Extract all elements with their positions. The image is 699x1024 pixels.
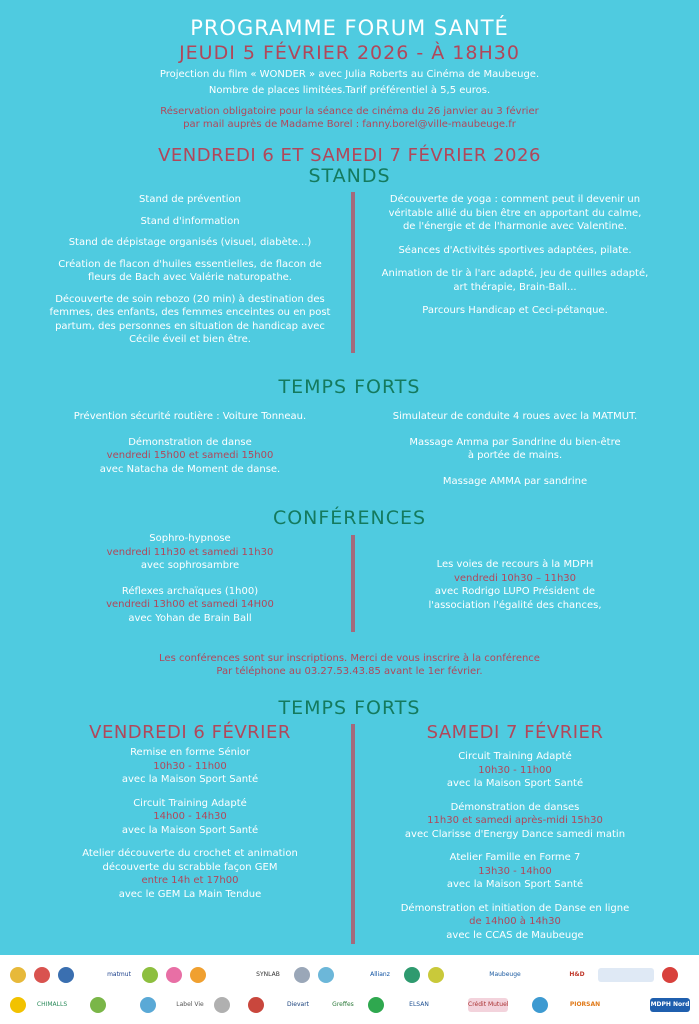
activity-title: Atelier découverte du crochet et animation [82,848,298,859]
stands-right-column [375,193,655,318]
partner-logo-icon [248,997,264,1013]
partner-logo-icon [58,967,74,983]
conference-note-2: Par téléphone au 03.27.53.43.85 avant le 1er février. [216,666,483,677]
temps-forts-left-column [45,410,335,476]
conference-note-1: Les conférences sont sur inscriptions. Merci de vous inscrire à la conférence [159,653,540,664]
film-line: Projection du film « WONDER » avec Julia Roberts au Cinéma de Maubeuge. [159,69,540,80]
activity-time: de 14h00 à 14h30 [469,916,561,927]
temps-fort-item: Simulateur de conduite 4 roues avec la MATMUT. [392,411,638,422]
temps-forts-right-column [365,410,665,488]
activity-title: Remise en forme Sénior [130,747,250,758]
conference-title: Les voies de recours à la MDPH [436,559,594,570]
activity-title: Démonstration de danses [450,801,580,813]
activity-host: avec Clarisse d'Energy Dance samedi matin [404,828,626,840]
activity-title: Circuit Training Adapté [458,751,572,762]
partner-logo: ELSAN [409,1001,429,1008]
partner-logo-icon [318,967,334,983]
partner-logo: MDPH Nord [650,998,690,1012]
activity-title: découverte du scrabble façon GEM [102,861,278,873]
activity-time: 10h30 - 11h00 [153,760,227,772]
activity-host: avec le CCAS de Maubeuge [446,929,584,941]
activity-time: 11h30 et samedi après-midi 15h30 [427,815,603,826]
partner-logo: Maubeuge [489,971,521,978]
reservation-line-2: par mail auprès de Madame Borel : fanny.borel@ville-maubeuge.fr [183,119,516,130]
partner-logo-icon [532,997,548,1013]
activity-host: avec la Maison Sport Santé [121,824,259,836]
temps-forts-heading: TEMPS FORTS [278,376,421,398]
partner-logo-icon [214,997,230,1013]
partner-logo: Greffes [332,1001,354,1008]
conference-host: avec sophrosambre [140,560,240,571]
saturday-column [365,750,665,942]
activity-title: Circuit Training Adapté [133,797,247,809]
conference-title: Réflexes archaïques (1h00) [121,585,259,597]
temps-fort-item: Prévention sécurité routière : Voiture Tonneau. [73,411,307,422]
activity-host: avec la Maison Sport Santé [446,879,584,890]
activity-time: 13h30 - 14h00 [478,865,552,877]
friday-heading: VENDREDI 6 FÉVRIER [89,722,291,743]
partner-logo-icon [142,967,158,983]
saturday-heading: SAMEDI 7 FÉVRIER [426,722,604,743]
partner-logo: matmut [107,971,131,978]
stand-item: Découverte de soin rebozo (20 min) à destination des femmes, des enfants, des femmes enceintes ou en post partum, des personnes en situation de handicap avec Cécile éveil et bien être. [49,293,331,345]
reservation-line-1: Réservation obligatoire pour la séance de cinéma du 26 janvier au 3 février [160,106,539,117]
partner-logo: PIORSAN [569,1001,601,1008]
stands-divider [351,192,355,353]
activity-host: avec la Maison Sport Santé [446,778,584,789]
stands-left-column [45,193,335,347]
conferences-heading: CONFÉRENCES [272,507,427,529]
partner-logo-icon [368,997,384,1013]
conference-schedule: vendredi 11h30 et samedi 11h30 [106,546,274,558]
temps-forts-2-heading: TEMPS FORTS [278,697,421,719]
stands-heading: STANDS [308,165,391,187]
activity-time: 14h00 - 14h30 [153,811,227,822]
partner-logo-icon [404,967,420,983]
stand-item: Stand de prévention [139,194,241,205]
conferences-divider [351,535,355,632]
partner-logo-box [598,968,654,982]
partner-logo: Label Vie [176,1001,204,1008]
partner-logo-icon [294,967,310,983]
temps-fort-item: à portée de mains. [467,450,563,461]
stand-item: Stand de dépistage organisés (visuel, diabète...) [68,237,312,248]
partner-logo: H&D [569,971,585,978]
activity-time: entre 14h et 17h00 [141,875,239,886]
partner-logos-strip [0,955,699,1024]
conferences-left-column [45,532,335,625]
partner-logo: SYNLAB [256,971,280,978]
conference-host: avec Yohan de Brain Ball [128,612,252,624]
stand-item: Séances d'Activités sportives adaptées, pilate. [398,244,632,256]
conference-host: avec Rodrigo LUPO Président de [434,586,596,597]
partner-logo-icon [140,997,156,1013]
stand-item: Parcours Handicap et Ceci-pétanque. [422,305,608,316]
friday-column [45,746,335,901]
stand-item: Découverte de yoga : comment peut il devenir un véritable allié du bien être en apportant du calme, de l'énergie et de l'harmonie avec Valentine. [388,194,642,232]
stand-item: Création de flacon d'huiles essentielles, de flacon de fleurs de Bach avec Valérie naturopathe. [58,258,322,283]
conference-title: Sophro-hypnose [149,533,231,544]
partner-logo-icon [662,967,678,983]
temps-fort-schedule: vendredi 15h00 et samedi 15h00 [106,450,274,461]
partner-logo-icon [166,967,182,983]
partner-logo: Dievart [286,1001,310,1008]
activity-title: Atelier Famille en Forme 7 [449,852,581,863]
partner-logo: Allianz [370,971,390,978]
partner-logo-icon [90,997,106,1013]
temps-fort-host: avec Natacha de Moment de danse. [99,463,281,475]
temps-fort-item: Massage AMMA par sandrine [442,475,588,487]
activity-time: 10h30 - 11h00 [478,764,552,776]
temps-fort-title: Démonstration de danse [128,436,252,448]
conference-host: l'association l'égalité des chances, [428,599,602,611]
temps-forts-2-divider [351,724,355,944]
conference-schedule: vendredi 13h00 et samedi 14H00 [106,599,274,610]
conferences-right-column [375,558,655,612]
partner-logo-icon [190,967,206,983]
activity-host: avec le GEM La Main Tendue [118,888,262,900]
partner-logo: Crédit Mutuel [468,998,508,1012]
activity-host: avec la Maison Sport Santé [121,774,259,785]
partner-logo: CHIMALLS [36,1001,68,1008]
event-date-thursday: JEUDI 5 FÉVRIER 2026 - À 18H30 [179,42,520,64]
partner-logo-icon [10,967,26,983]
page-title: PROGRAMME FORUM SANTÉ [190,16,509,40]
places-line: Nombre de places limitées.Tarif préférentiel à 5,5 euros. [208,85,491,96]
activity-title: Démonstration et initiation de Danse en ligne [400,902,630,914]
partner-logo-icon [34,967,50,983]
conference-schedule: vendredi 10h30 – 11h30 [453,572,577,584]
partner-logo-icon [10,997,26,1013]
partner-logo-icon [428,967,444,983]
stand-item: Animation de tir à l'arc adapté, jeu de quilles adapté, art thérapie, Brain-Ball... [381,268,649,293]
stand-item: Stand d'information [140,215,240,227]
event-date-weekend: VENDREDI 6 ET SAMEDI 7 FÉVRIER 2026 [158,145,541,166]
temps-fort-item: Massage Amma par Sandrine du bien-être [409,436,621,448]
